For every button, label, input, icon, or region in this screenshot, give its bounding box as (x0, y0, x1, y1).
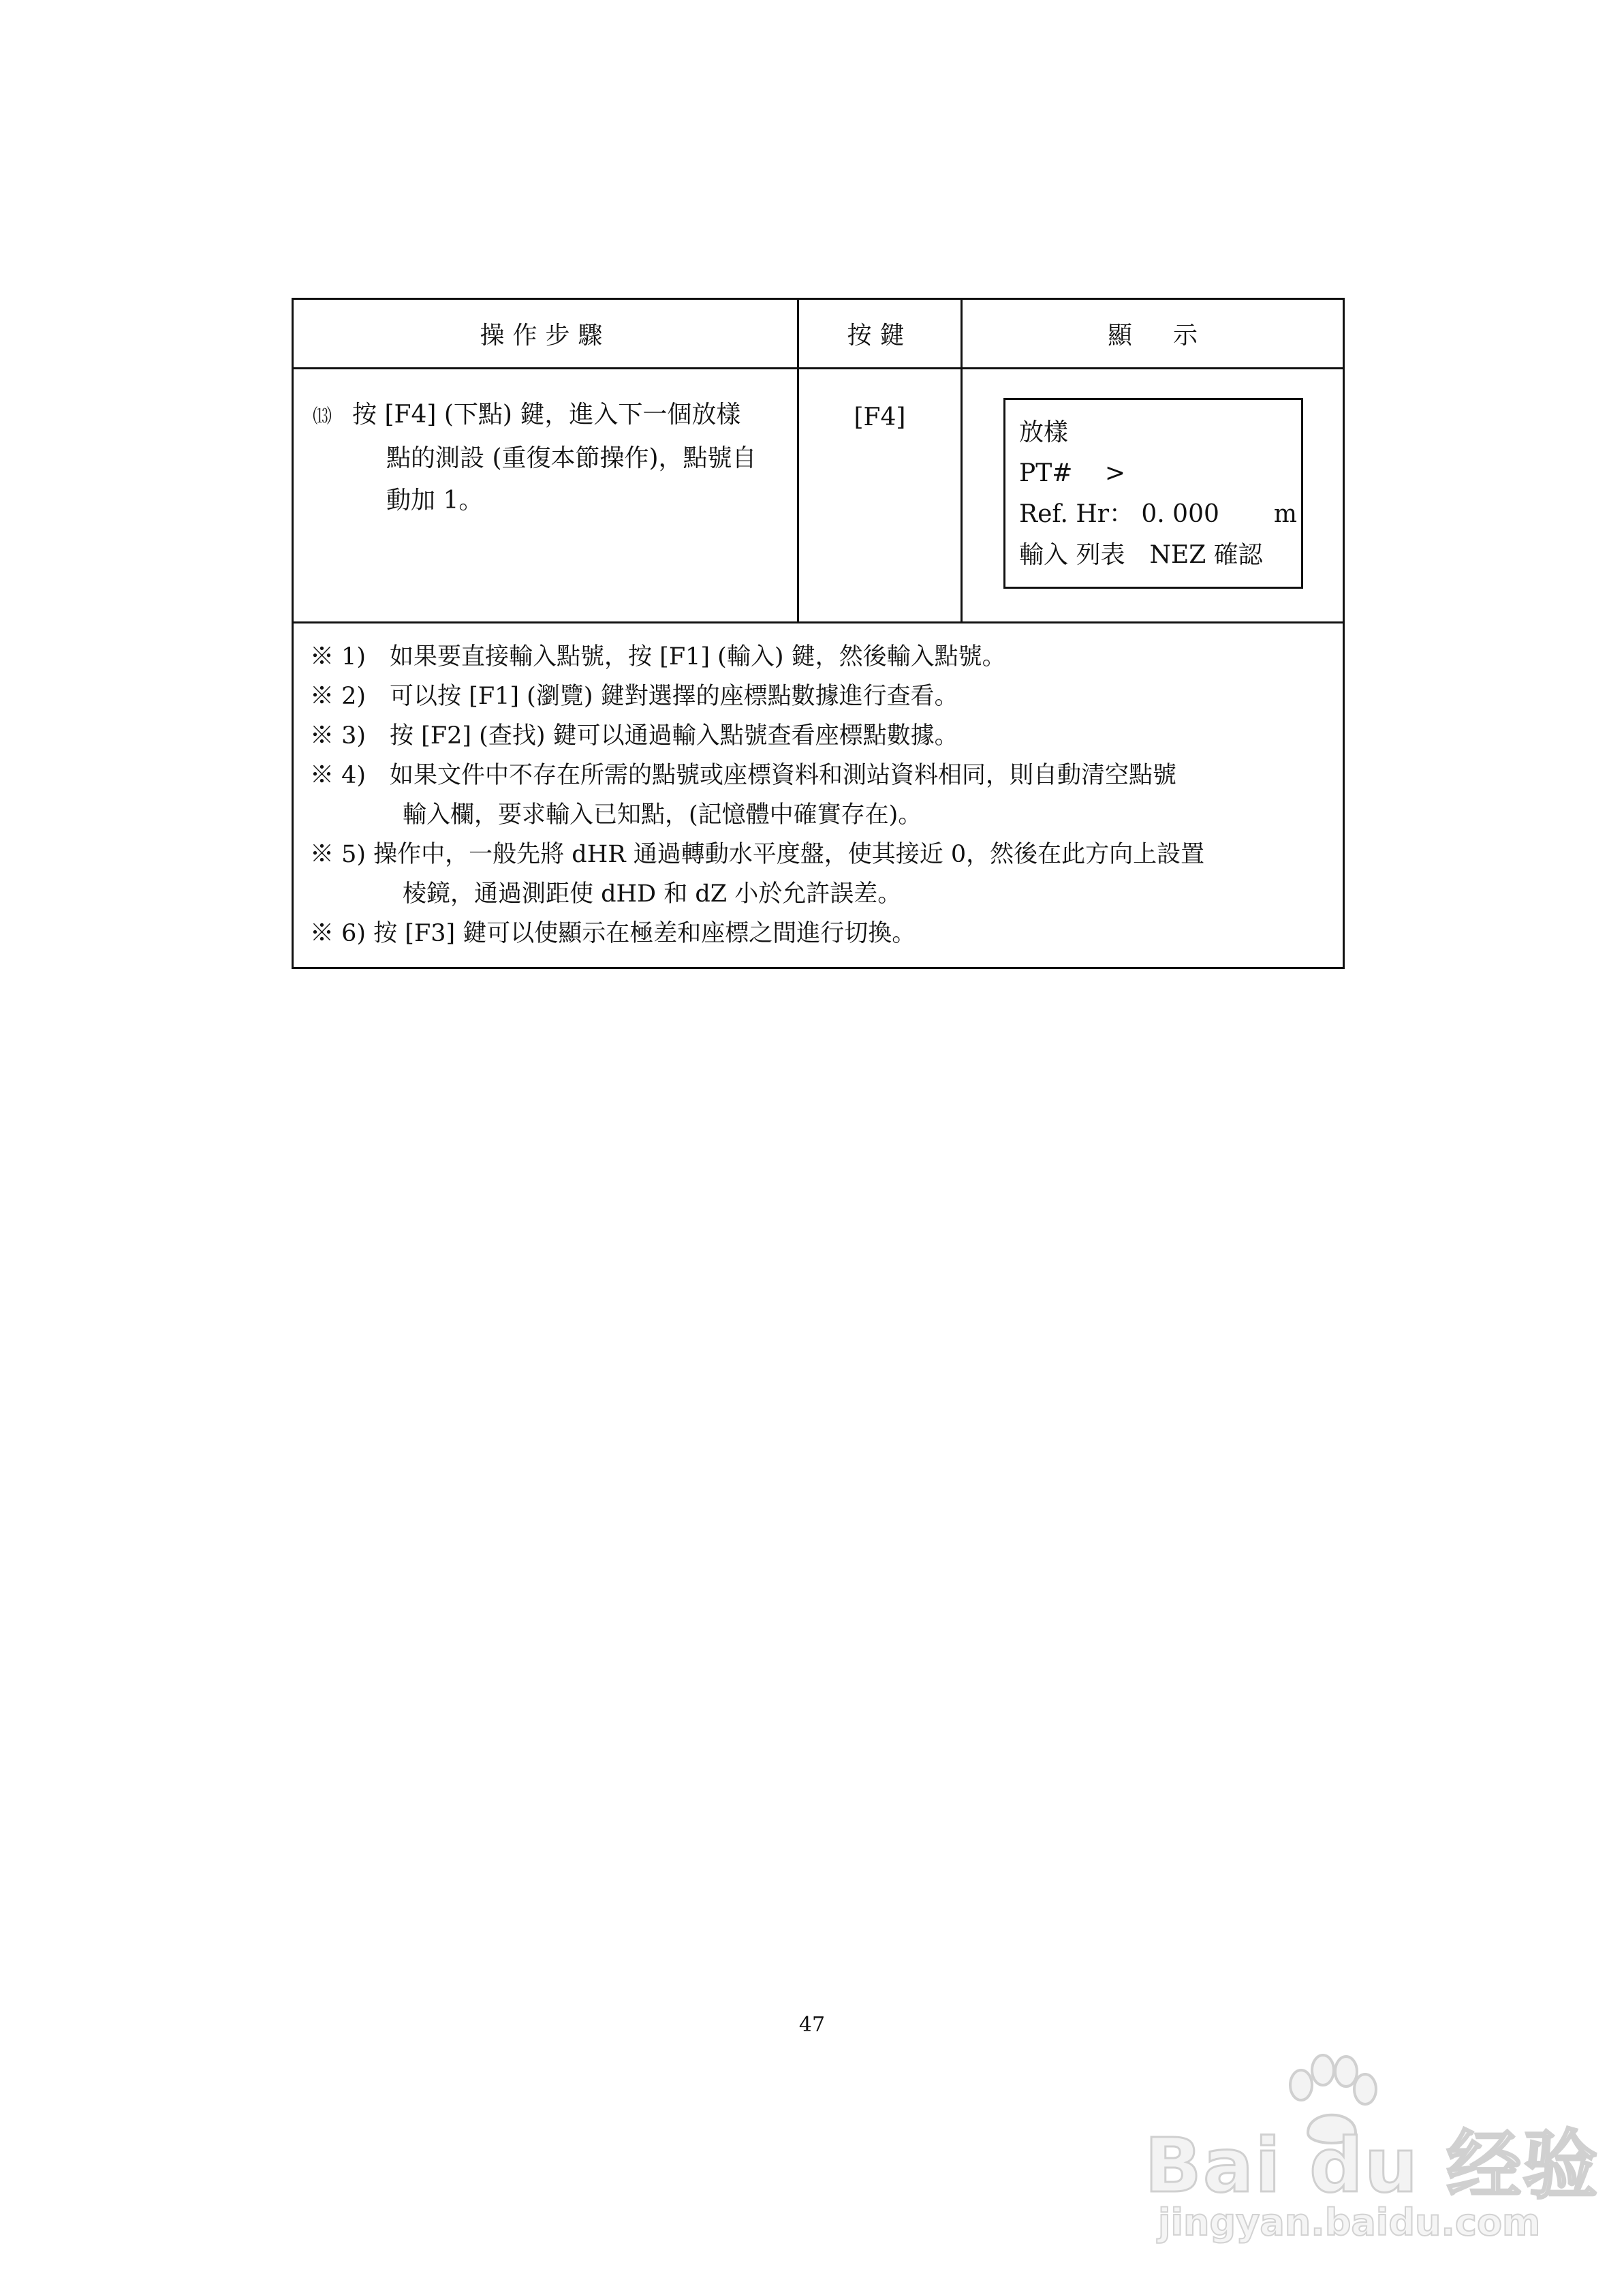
note-item: ※ 3) 按 [F2] (查找) 鍵可以通過輸入點號查看座標點數據。 (310, 722, 958, 750)
screen-ref-line (1019, 494, 1297, 535)
note-item: ※ 2) 可以按 [F1] (瀏覽) 鍵對選擇的座標點數據進行查看。 (310, 683, 958, 710)
table-header-row (294, 300, 1343, 369)
screen-ref-value: Ref. Hr： 0. 000 (1019, 500, 1219, 528)
step-description (313, 394, 783, 522)
step-line-text: 按 [F4] (下點) 鍵，進入下一個放樣 (352, 401, 741, 429)
operation-table (292, 298, 1345, 969)
note-item: ※ 1) 如果要直接輸入點號，按 [F1] (輸入) 鍵，然後輸入點號。 (310, 643, 1006, 671)
header-display (963, 300, 1343, 367)
baidu-watermark (1144, 2051, 1599, 2255)
watermark-brand: Bai du 经验 (1144, 2122, 1599, 2209)
key-cell: [F4] (799, 369, 963, 621)
step-line: 動加 1。 (386, 487, 484, 514)
note-item: ※ 6) 按 [F3] 鍵可以使顯示在極差和座標之間進行切換。 (310, 920, 916, 947)
instrument-screen (1003, 398, 1303, 589)
step-cell (294, 369, 799, 621)
header-display-char-1: 顯 (1107, 322, 1132, 350)
page-number: 47 (798, 2013, 826, 2037)
header-display-char-2: 示 (1173, 322, 1198, 350)
note-item-continuation: 棱鏡，通過測距使 dHD 和 dZ 小於允許誤差。 (403, 880, 902, 908)
note-item: ※ 5) 操作中，一般先將 dHR 通過轉動水平度盤，使其接近 0，然後在此方向上設置 (310, 841, 1205, 868)
screen-pt-line: PT# > (1019, 459, 1126, 487)
table-row (294, 369, 1343, 623)
note-item-continuation: 輸入欄，要求輸入已知點，(記憶體中確實存在)。 (403, 801, 922, 829)
header-step: 操作步驟 (294, 300, 799, 367)
notes-section (294, 623, 1343, 967)
watermark-url: jingyan.baidu.com (1158, 2201, 1541, 2244)
screen-title: 放樣 (1019, 418, 1069, 446)
screen-softkeys: 輸入 列表 NEZ 確認 (1019, 541, 1263, 569)
display-cell (963, 369, 1343, 621)
note-item: ※ 4) 如果文件中不存在所需的點號或座標資料和測站資料相同，則自動清空點號 (310, 762, 1177, 789)
step-line (313, 394, 783, 437)
step-number: ⒀ (313, 405, 332, 427)
step-line: 點的測設 (重復本節操作)，點號自 (386, 444, 757, 472)
screen-ref-unit: m (1273, 500, 1297, 528)
header-key: 按鍵 (799, 300, 963, 367)
